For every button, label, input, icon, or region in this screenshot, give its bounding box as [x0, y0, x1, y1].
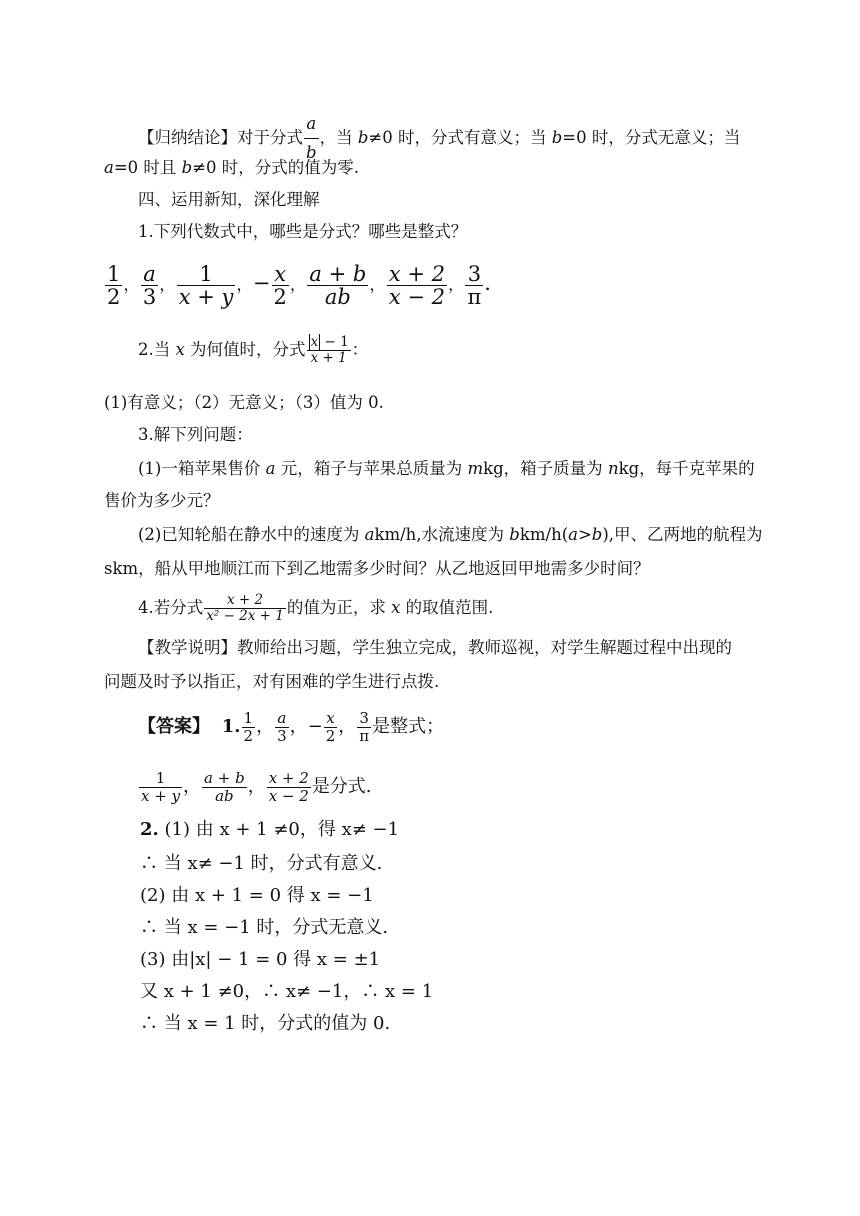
- teaching-tag: 【教学说明】: [138, 638, 237, 657]
- fraction: $\frac{1}{2}$: [243, 708, 254, 745]
- fraction: $\frac{a}{3}$: [142, 262, 157, 309]
- fraction: $\frac{x + 2}{x - 2}$: [268, 768, 309, 805]
- answer-2-step-3: (2) 由 x + 1 = 0 得 x = −1: [140, 885, 374, 906]
- fraction: $\frac{1}{x + y}$: [178, 262, 234, 309]
- fraction-abs-x: $\frac{x - 1}{x + 1}$: [307, 335, 351, 366]
- question-3-part-2: (2)已知轮船在静水中的速度为 akm/h,水流速度为 bkm/h(a>b),甲、乙两地的航程为: [138, 525, 763, 544]
- answer-2-step-1: 2. (1) 由 x + 1 ≠0，得 x≠ −1: [140, 819, 400, 840]
- question-4-text: 4.若分式 $\frac{x + 2}{\text{x² − 2x + 1}}$ 的值为正，求 x 的取值范围.: [138, 592, 494, 624]
- question-3-part-1-cont: 售价为多少元？: [104, 491, 220, 510]
- answer-2-step-2: ∴ 当 x≠ −1 时，分式有意义.: [140, 853, 383, 874]
- answer-2-step-4: ∴ 当 x = −1 时，分式无意义.: [140, 917, 389, 938]
- fraction: $\frac{1}{x + y}$: [141, 768, 181, 805]
- teaching-note-line-1: 【教学说明】教师给出习题，学生独立完成，教师巡视，对学生解题过程中出现的: [138, 638, 732, 657]
- answer-2-step-7: ∴ 当 x = 1 时，分式的值为 0.: [140, 1013, 391, 1034]
- fraction: $\frac{x}{2}$: [273, 262, 287, 309]
- teaching-note-line-2: 问题及时予以指正，对有困难的学生进行点拨.: [104, 672, 440, 691]
- fraction: $\frac{a + b}{ab}$: [309, 262, 367, 309]
- question-3-part-1: (1)一箱苹果售价 a 元，箱子与苹果总质量为 mkg，箱子质量为 nkg，每千克苹果的: [138, 459, 755, 478]
- answer-tag: 【答案】: [138, 716, 210, 737]
- fraction: $\frac{x}{2}$: [325, 708, 336, 745]
- answer-2-step-5: (3) 由|x| − 1 = 0 得 x = ±1: [140, 949, 381, 970]
- section-heading: 四、运用新知，深化理解: [138, 190, 320, 209]
- fraction: $\frac{3}{\pi}$: [467, 262, 482, 309]
- fraction: $\frac{3}{\pi}$: [359, 708, 370, 745]
- fraction: $\frac{a}{3}$: [277, 708, 287, 745]
- conclusion-line-2: a=0 时且 b≠0 时，分式的值为零.: [104, 158, 360, 177]
- question-1-expressions: $\frac{1}{2}$ ， $\frac{a}{3}$ ， $\frac{1}{x + y}$ ，− $\frac{x}{2}$ ， $\frac{a + b}{ab}$ ， $\frac{x + 2}{x - 2}$ ， $\frac{3}{\pi}$ .: [107, 262, 491, 309]
- fraction: $\frac{a + b}{ab}$: [204, 768, 245, 805]
- answer-2-step-6: 又 x + 1 ≠0，∴ x≠ −1，∴ x = 1: [140, 981, 434, 1002]
- question-3-title: 3.解下列问题：: [138, 425, 253, 444]
- question-1-text: 1.下列代数式中，哪些是分式？哪些是整式？: [138, 222, 468, 241]
- question-2-text: 2.当 x 为何值时，分式 $\frac{x - 1}{x + 1}$ ：: [138, 334, 369, 366]
- question-3-part-2-cont: skm，船从甲地顺江而下到乙地需多少时间？从乙地返回甲地需多少时间？: [104, 559, 650, 578]
- conclusion-tag: 【归纳结论】: [138, 128, 237, 147]
- question-2-parts: (1)有意义；（2）无意义；（3）值为 0.: [104, 393, 384, 412]
- conclusion-line-1: 【归纳结论】对于分式 $\frac{a}{b}$ ，当 b≠0 时，分式有意义；当 b=0 时，分式无意义；当: [138, 110, 740, 167]
- fraction: $\frac{x + 2}{\text{x² − 2x + 1}}$: [206, 592, 284, 624]
- fraction-a-over-b: $\frac{a}{b}$: [304, 110, 319, 167]
- fraction: $\frac{1}{2}$: [107, 262, 121, 309]
- fraction: $\frac{x + 2}{x - 2}$: [388, 262, 445, 309]
- answer-line-1: 【答案】 1. $\frac{1}{2}$ ， $\frac{a}{3}$ ，− $\frac{x}{2}$ ， $\frac{3}{\pi}$ 是整式；: [138, 708, 445, 745]
- answer-line-2: $\frac{1}{x + y}$ ， $\frac{a + b}{ab}$ ， $\frac{x + 2}{x - 2}$ 是分式.: [141, 768, 372, 805]
